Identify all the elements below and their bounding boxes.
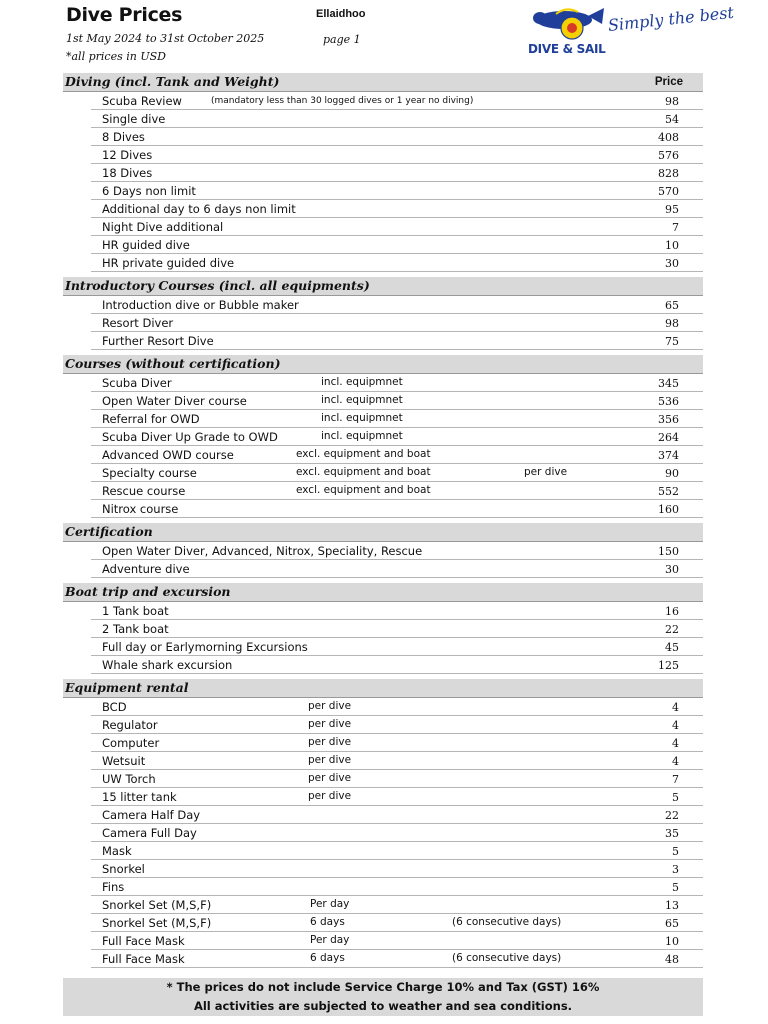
section-header	[63, 583, 703, 602]
section-header	[63, 679, 703, 698]
item-price: 4	[672, 755, 679, 768]
price-row	[91, 392, 703, 410]
item-price: 536	[658, 395, 679, 408]
item-price: 95	[665, 203, 679, 216]
item-detail: Per day	[310, 934, 350, 946]
item-price: 16	[665, 605, 679, 618]
price-row	[91, 806, 703, 824]
item-label: 15 litter tank	[102, 790, 177, 804]
price-row	[91, 734, 703, 752]
item-price: 356	[658, 413, 679, 426]
page-title: Dive Prices	[66, 4, 183, 26]
logo-brand-text: DIVE & SAIL	[528, 42, 606, 56]
section-title: Diving (incl. Tank and Weight)	[65, 74, 280, 89]
item-detail: 6 days	[310, 952, 345, 964]
item-note: (mandatory less than 30 logged dives or 1 year no diving)	[211, 96, 474, 106]
item-price: 65	[665, 917, 679, 930]
price-row	[91, 128, 703, 146]
item-price: 5	[672, 845, 679, 858]
dive-and-sail-logo	[524, 2, 735, 60]
item-extra: (6 consecutive days)	[452, 916, 562, 928]
item-price: 13	[665, 899, 679, 912]
item-price: 552	[658, 485, 679, 498]
item-label: 2 Tank boat	[102, 622, 169, 636]
item-price: 264	[658, 431, 679, 444]
item-label: Full Face Mask	[102, 934, 185, 948]
section-title: Equipment rental	[65, 680, 189, 695]
item-label: Nitrox course	[102, 502, 179, 516]
item-price: 7	[672, 221, 679, 234]
price-row	[91, 878, 703, 896]
item-label: 12 Dives	[102, 148, 153, 162]
item-label: Camera Half Day	[102, 808, 201, 822]
page-number: page 1	[323, 33, 361, 46]
price-row	[91, 374, 703, 392]
item-label: Snorkel Set (M,S,F)	[102, 898, 212, 912]
item-label: Camera Full Day	[102, 826, 197, 840]
price-row	[91, 824, 703, 842]
section-title: Courses (without certification)	[65, 356, 281, 371]
item-detail: incl. equipmnet	[321, 376, 403, 388]
item-label: Additional day to 6 days non limit	[102, 202, 296, 216]
item-label: Whale shark excursion	[102, 658, 233, 672]
item-detail: per dive	[308, 790, 352, 802]
item-label: Fins	[102, 880, 125, 894]
item-label: Open Water Diver course	[102, 394, 247, 408]
item-label: Introduction dive or Bubble maker	[102, 298, 299, 312]
price-row	[91, 464, 703, 482]
section-header	[63, 73, 703, 92]
item-price: 160	[658, 503, 679, 516]
price-row	[91, 92, 703, 110]
item-price: 150	[658, 545, 679, 558]
currency-note: *all prices in USD	[66, 50, 166, 63]
item-price: 90	[665, 467, 679, 480]
item-price: 5	[672, 881, 679, 894]
item-label: HR guided dive	[102, 238, 190, 252]
price-row	[91, 752, 703, 770]
item-price: 30	[665, 257, 679, 270]
item-label: 8 Dives	[102, 130, 145, 144]
item-price: 35	[665, 827, 679, 840]
item-price: 7	[672, 773, 679, 786]
item-price: 54	[665, 113, 679, 126]
logo-slogan: Simply the best	[607, 2, 735, 35]
price-row	[91, 428, 703, 446]
item-price: 374	[658, 449, 679, 462]
item-label: Mask	[102, 844, 132, 858]
price-row	[91, 254, 703, 272]
item-price: 345	[658, 377, 679, 390]
price-row	[91, 932, 703, 950]
item-label: BCD	[102, 700, 127, 714]
footer-note	[63, 978, 703, 1016]
item-label: 1 Tank boat	[102, 604, 169, 618]
price-table	[63, 73, 703, 968]
item-label: Specialty course	[102, 466, 197, 480]
price-row	[91, 482, 703, 500]
item-price: 30	[665, 563, 679, 576]
item-price: 408	[658, 131, 679, 144]
price-row	[91, 314, 703, 332]
item-label: Full Face Mask	[102, 952, 185, 966]
item-detail: excl. equipment and boat	[296, 484, 431, 496]
price-row	[91, 842, 703, 860]
price-row	[91, 296, 703, 314]
item-price: 570	[658, 185, 679, 198]
item-label: Further Resort Dive	[102, 334, 214, 348]
item-price: 4	[672, 737, 679, 750]
item-price: 3	[672, 863, 679, 876]
item-detail: 6 days	[310, 916, 345, 928]
item-label: HR private guided dive	[102, 256, 235, 270]
price-row	[91, 770, 703, 788]
item-detail: excl. equipment and boat	[296, 466, 431, 478]
item-extra: per dive	[524, 466, 568, 478]
item-detail: Per day	[310, 898, 350, 910]
item-label: Open Water Diver, Advanced, Nitrox, Speciality, Rescue	[102, 544, 423, 558]
item-label: Regulator	[102, 718, 158, 732]
location-label: Ellaidhoo	[316, 8, 366, 20]
item-label: Snorkel Set (M,S,F)	[102, 916, 212, 930]
item-label: Computer	[102, 736, 160, 750]
item-extra: (6 consecutive days)	[452, 952, 562, 964]
price-row	[91, 446, 703, 464]
item-label: Rescue course	[102, 484, 186, 498]
item-label: 18 Dives	[102, 166, 153, 180]
price-row	[91, 602, 703, 620]
footer-line-2: All activities are subjected to weather and sea conditions.	[193, 999, 573, 1013]
section-title: Introductory Courses (incl. all equipments)	[65, 278, 370, 293]
item-detail: per dive	[308, 700, 352, 712]
section-header	[63, 523, 703, 542]
section-title: Certification	[65, 524, 153, 539]
item-price: 125	[658, 659, 679, 672]
price-row	[91, 638, 703, 656]
item-label: UW Torch	[102, 772, 156, 786]
price-row	[91, 332, 703, 350]
item-price: 98	[665, 317, 679, 330]
item-label: 6 Days non limit	[102, 184, 196, 198]
item-price: 4	[672, 701, 679, 714]
price-row	[91, 716, 703, 734]
price-row	[91, 218, 703, 236]
item-price: 22	[665, 809, 679, 822]
price-row	[91, 236, 703, 254]
item-price: 75	[665, 335, 679, 348]
item-price: 45	[665, 641, 679, 654]
item-label: Wetsuit	[102, 754, 146, 768]
section-header	[63, 355, 703, 374]
price-row	[91, 410, 703, 428]
price-row	[91, 914, 703, 932]
item-label: Advanced OWD course	[102, 448, 234, 462]
item-label: Snorkel	[102, 862, 145, 876]
item-detail: per dive	[308, 718, 352, 730]
price-row	[91, 500, 703, 518]
item-detail: per dive	[308, 736, 352, 748]
item-price: 10	[665, 935, 679, 948]
price-row	[91, 896, 703, 914]
footer-line-1: * The prices do not include Service Charge 10% and Tax (GST) 16%	[166, 980, 600, 994]
item-price: 4	[672, 719, 679, 732]
price-row	[91, 698, 703, 716]
section-title: Boat trip and excursion	[65, 584, 231, 599]
section-header	[63, 277, 703, 296]
item-price: 828	[658, 167, 679, 180]
item-price: 576	[658, 149, 679, 162]
price-row	[91, 950, 703, 968]
price-row	[91, 656, 703, 674]
item-label: Full day or Earlymorning Excursions	[102, 640, 308, 654]
price-row	[91, 182, 703, 200]
item-detail: per dive	[308, 772, 352, 784]
price-row	[91, 146, 703, 164]
item-label: Scuba Diver	[102, 376, 172, 390]
item-price: 98	[665, 95, 679, 108]
item-label: Night Dive additional	[102, 220, 224, 234]
item-label: Resort Diver	[102, 316, 174, 330]
price-row	[91, 110, 703, 128]
item-detail: excl. equipment and boat	[296, 448, 431, 460]
item-detail: incl. equipmnet	[321, 412, 403, 424]
price-row	[91, 860, 703, 878]
item-price: 48	[665, 953, 679, 966]
item-label: Scuba Diver Up Grade to OWD	[102, 430, 278, 444]
price-row	[91, 542, 703, 560]
item-label: Referral for OWD	[102, 412, 200, 426]
price-column-header: Price	[654, 76, 683, 88]
item-price: 65	[665, 299, 679, 312]
price-row	[91, 560, 703, 578]
item-label: Single dive	[102, 112, 166, 126]
item-price: 5	[672, 791, 679, 804]
validity-dates: 1st May 2024 to 31st October 2025	[66, 32, 265, 45]
item-label: Adventure dive	[102, 562, 190, 576]
item-detail: per dive	[308, 754, 352, 766]
item-price: 22	[665, 623, 679, 636]
item-price: 10	[665, 239, 679, 252]
price-row	[91, 788, 703, 806]
price-row	[91, 164, 703, 182]
price-row	[91, 620, 703, 638]
price-row	[91, 200, 703, 218]
item-detail: incl. equipmnet	[321, 394, 403, 406]
item-label: Scuba Review	[102, 94, 182, 108]
item-detail: incl. equipmnet	[321, 430, 403, 442]
diver-icon	[526, 6, 606, 42]
